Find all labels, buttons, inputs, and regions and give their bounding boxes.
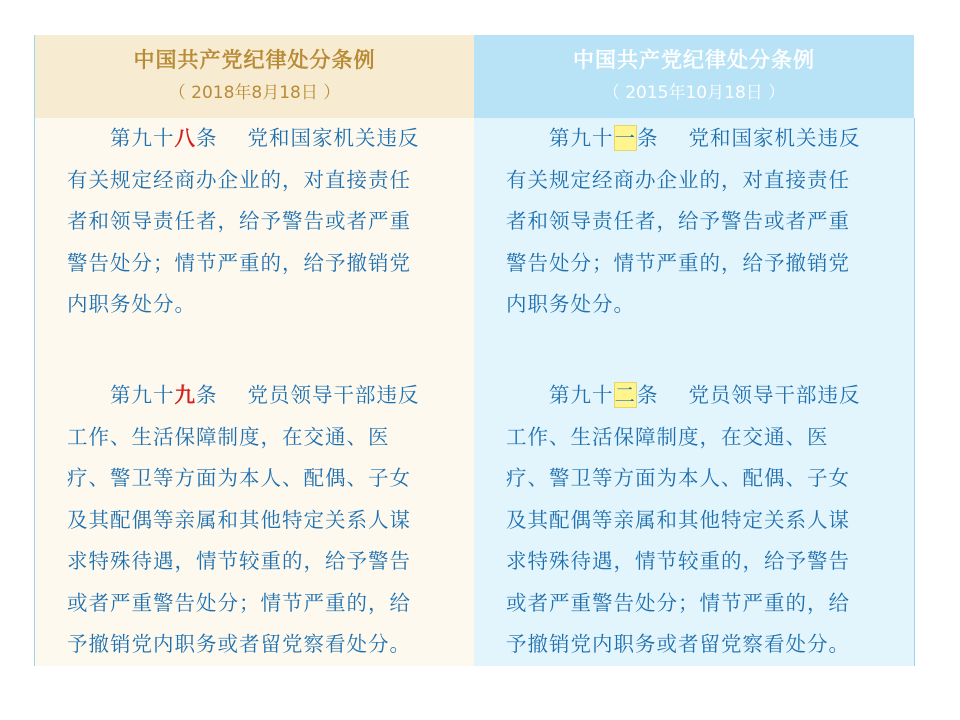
right-header-date: （ 2015年10月18日 ） bbox=[602, 83, 786, 103]
right-column-border bbox=[914, 118, 915, 666]
article-text-line: 内职务处分。 bbox=[506, 292, 635, 316]
left-article-98 bbox=[35, 118, 475, 326]
article-text-line: 警告处分；情节严重的，给予撤销党 bbox=[67, 250, 411, 275]
article-text-line: 工作、生活保障制度，在交通、医 bbox=[506, 424, 829, 449]
article-first-line bbox=[67, 118, 443, 160]
article-first-line bbox=[506, 375, 882, 417]
article-suffix: 条 bbox=[196, 383, 218, 407]
article-prefix: 第九十 bbox=[110, 126, 175, 150]
article-text-line: 疗、警卫等方面为本人、配偶、子女 bbox=[506, 466, 850, 490]
article-first-line bbox=[506, 118, 882, 160]
right-header-title: 中国共产党纪律处分条例 bbox=[573, 48, 815, 72]
article-lead-text: 党员领导干部违反 bbox=[247, 383, 420, 407]
right-column-header bbox=[474, 35, 914, 118]
left-column-2018 bbox=[34, 35, 474, 666]
article-text-line: 予撤销党内职务或者留党察看处分。 bbox=[67, 632, 411, 656]
article-text-line: 有关规定经商办企业的，对直接责任 bbox=[506, 167, 850, 192]
right-article-91 bbox=[474, 118, 914, 326]
article-text-line: 有关规定经商办企业的，对直接责任 bbox=[67, 167, 411, 192]
article-lead-text: 党和国家机关违反 bbox=[247, 126, 420, 150]
article-suffix: 条 bbox=[196, 126, 218, 150]
article-prefix: 第九十 bbox=[549, 383, 614, 407]
article-text-line: 予撤销党内职务或者留党察看处分。 bbox=[506, 632, 850, 656]
article-suffix: 条 bbox=[637, 383, 659, 407]
article-text-line: 者和领导责任者，给予警告或者严重 bbox=[67, 209, 411, 233]
right-article-92 bbox=[474, 375, 914, 666]
left-header-title: 中国共产党纪律处分条例 bbox=[133, 48, 376, 72]
article-text-line: 求特殊待遇，情节较重的，给予警告 bbox=[506, 549, 850, 573]
highlighted-article-number: 一 bbox=[614, 126, 636, 150]
article-text-line: 及其配偶等亲属和其他特定关系人谋 bbox=[67, 507, 411, 532]
left-header-date: （ 2018年8月18日 ） bbox=[168, 83, 341, 103]
article-lead-text: 党员领导干部违反 bbox=[688, 383, 861, 407]
article-prefix: 第九十 bbox=[110, 383, 175, 407]
left-article-99 bbox=[35, 375, 475, 666]
left-column-header bbox=[35, 35, 474, 118]
article-text-line: 警告处分；情节严重的，给予撤销党 bbox=[506, 250, 850, 275]
article-text-line: 求特殊待遇，情节较重的，给予警告 bbox=[67, 549, 411, 573]
article-prefix: 第九十 bbox=[549, 126, 614, 150]
article-text-line: 内职务处分。 bbox=[67, 292, 196, 316]
article-text-line: 工作、生活保障制度，在交通、医 bbox=[67, 424, 390, 449]
article-text-line: 或者严重警告处分；情节严重的，给 bbox=[506, 590, 850, 615]
right-column-2015 bbox=[474, 35, 914, 666]
article-lead-text: 党和国家机关违反 bbox=[688, 126, 861, 150]
article-text-line: 或者严重警告处分；情节严重的，给 bbox=[67, 590, 411, 615]
changed-article-number: 九 bbox=[174, 383, 196, 407]
article-text-line: 及其配偶等亲属和其他特定关系人谋 bbox=[506, 507, 850, 532]
article-text-line: 疗、警卫等方面为本人、配偶、子女 bbox=[67, 466, 411, 490]
article-first-line bbox=[67, 375, 443, 417]
article-suffix: 条 bbox=[637, 126, 659, 150]
article-text-line: 者和领导责任者，给予警告或者严重 bbox=[506, 209, 850, 233]
changed-article-number: 八 bbox=[174, 126, 196, 150]
highlighted-article-number: 二 bbox=[614, 383, 636, 407]
